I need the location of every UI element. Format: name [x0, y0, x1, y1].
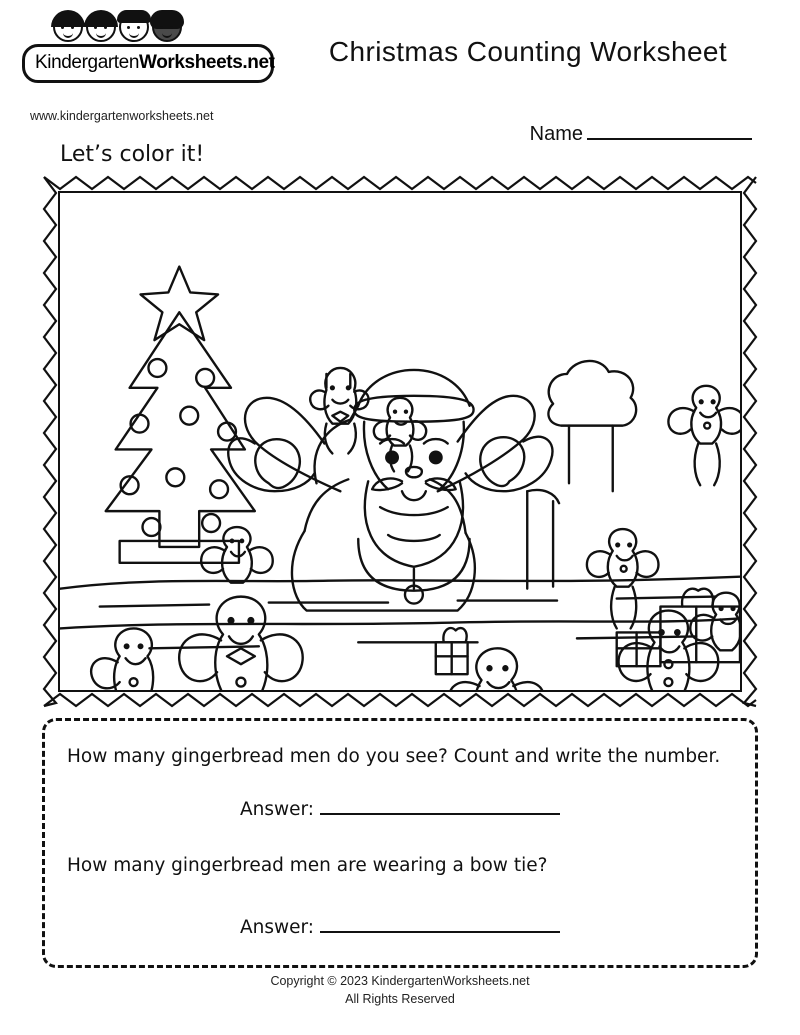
coloring-picture	[58, 191, 742, 692]
logo-text-worksheets: Worksheets	[139, 52, 243, 73]
name-input-rule[interactable]	[587, 122, 752, 140]
coloring-picture-frame	[42, 175, 758, 708]
questions-section	[42, 718, 758, 968]
answer-input-rule[interactable]	[320, 917, 560, 933]
site-logo[interactable]	[22, 8, 274, 83]
rights-text: All Rights Reserved	[345, 992, 455, 1007]
logo-wordmark	[35, 52, 275, 74]
name-label: Name	[529, 123, 583, 145]
logo-text-kindergarten: Kindergarten	[35, 52, 139, 73]
page-footer	[0, 972, 800, 1008]
name-field[interactable]	[530, 122, 752, 146]
logo-text-net: .net	[242, 52, 275, 73]
christmas-scene-illustration	[60, 193, 740, 691]
page-header	[0, 0, 800, 167]
answer-label: Answer:	[239, 917, 315, 938]
answer-label: Answer:	[239, 799, 315, 820]
question-1-answer[interactable]	[45, 799, 755, 820]
page-title: Christmas Counting Worksheet	[328, 36, 728, 67]
site-url: www.kindergartenworksheets.net	[30, 109, 214, 123]
answer-input-rule[interactable]	[320, 799, 560, 815]
logo-plate	[22, 44, 274, 83]
copyright-text: Copyright © 2023 KindergartenWorksheets.net	[270, 974, 530, 988]
question-1-prompt: How many gingerbread men do you see? Count and write the number.	[67, 746, 721, 767]
question-2-answer[interactable]	[45, 917, 755, 938]
color-prompt: Let’s color it!	[60, 142, 205, 167]
question-2-prompt: How many gingerbread men are wearing a bow tie?	[67, 855, 548, 876]
